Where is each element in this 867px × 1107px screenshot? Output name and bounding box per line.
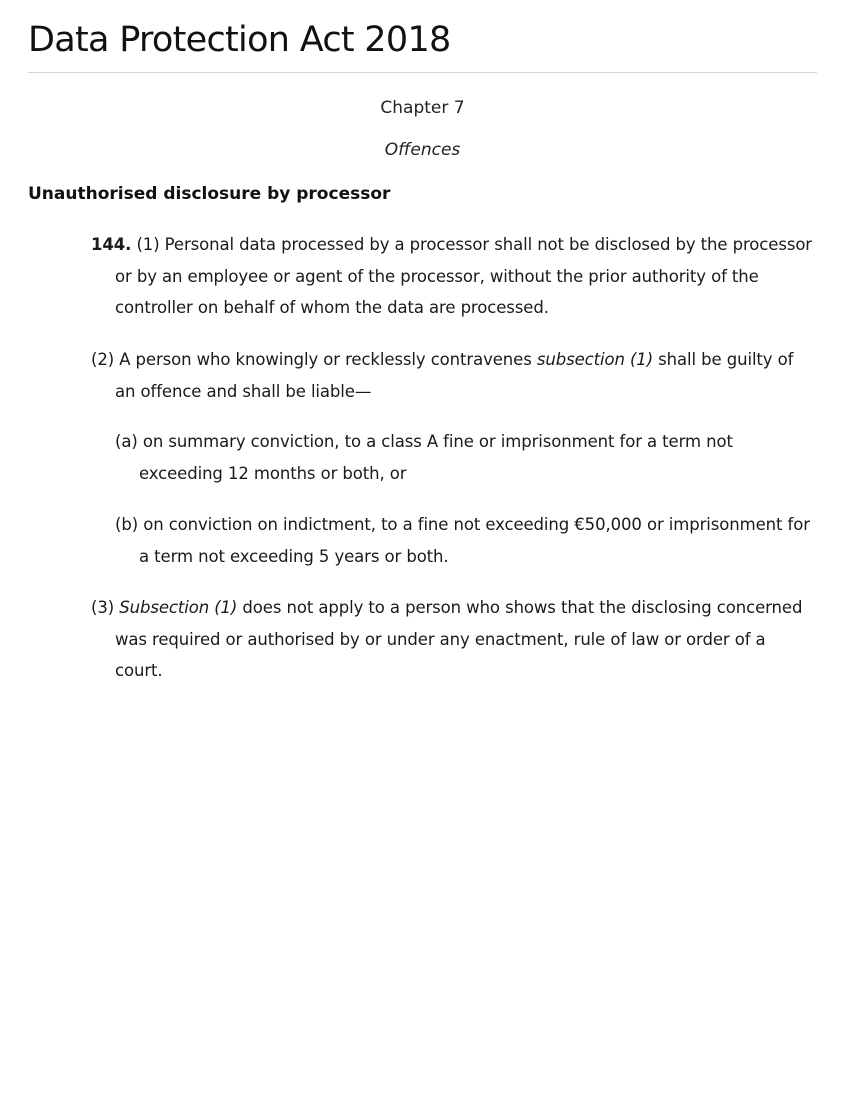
subsection-1-text: (1) Personal data processed by a processor shall not be disclosed by the processor or by an employee or agent of the processor, without the prior authority of the controller on behalf of whom the data are processed. bbox=[115, 235, 812, 317]
paragraph-b: (b) on conviction on indictment, to a fine not exceeding €50,000 or imprisonment for a term not exceeding 5 years or both. bbox=[115, 515, 810, 566]
subsection-2-text-end: shall be guilty of an offence and shall be liable— bbox=[115, 350, 794, 401]
section-number: 144. bbox=[91, 235, 132, 254]
subsection-2 bbox=[91, 344, 816, 407]
chapter-subtitle: Offences bbox=[384, 140, 461, 160]
subsection-2-reference: subsection (1) bbox=[536, 350, 654, 369]
subsection-3-prefix: (3) bbox=[91, 598, 120, 617]
document-title: Data Protection Act 2018 bbox=[28, 20, 451, 60]
section-heading: Unauthorised disclosure by processor bbox=[28, 184, 391, 204]
subsection-3 bbox=[91, 592, 816, 687]
subsection-2-text-start: (2) A person who knowingly or recklessly contravenes bbox=[91, 350, 537, 369]
subsection-1 bbox=[91, 229, 816, 324]
chapter-label: Chapter 7 bbox=[380, 98, 465, 118]
subsection-3-reference: Subsection (1) bbox=[119, 598, 238, 617]
paragraph-a: (a) on summary conviction, to a class A fine or imprisonment for a term not exceeding 12 months or both, or bbox=[115, 432, 733, 483]
subsection-3-text: does not apply to a person who shows that the disclosing concerned was required or authorised by or under any enactment, rule of law or order of a court. bbox=[115, 598, 803, 680]
title-divider bbox=[28, 72, 817, 73]
